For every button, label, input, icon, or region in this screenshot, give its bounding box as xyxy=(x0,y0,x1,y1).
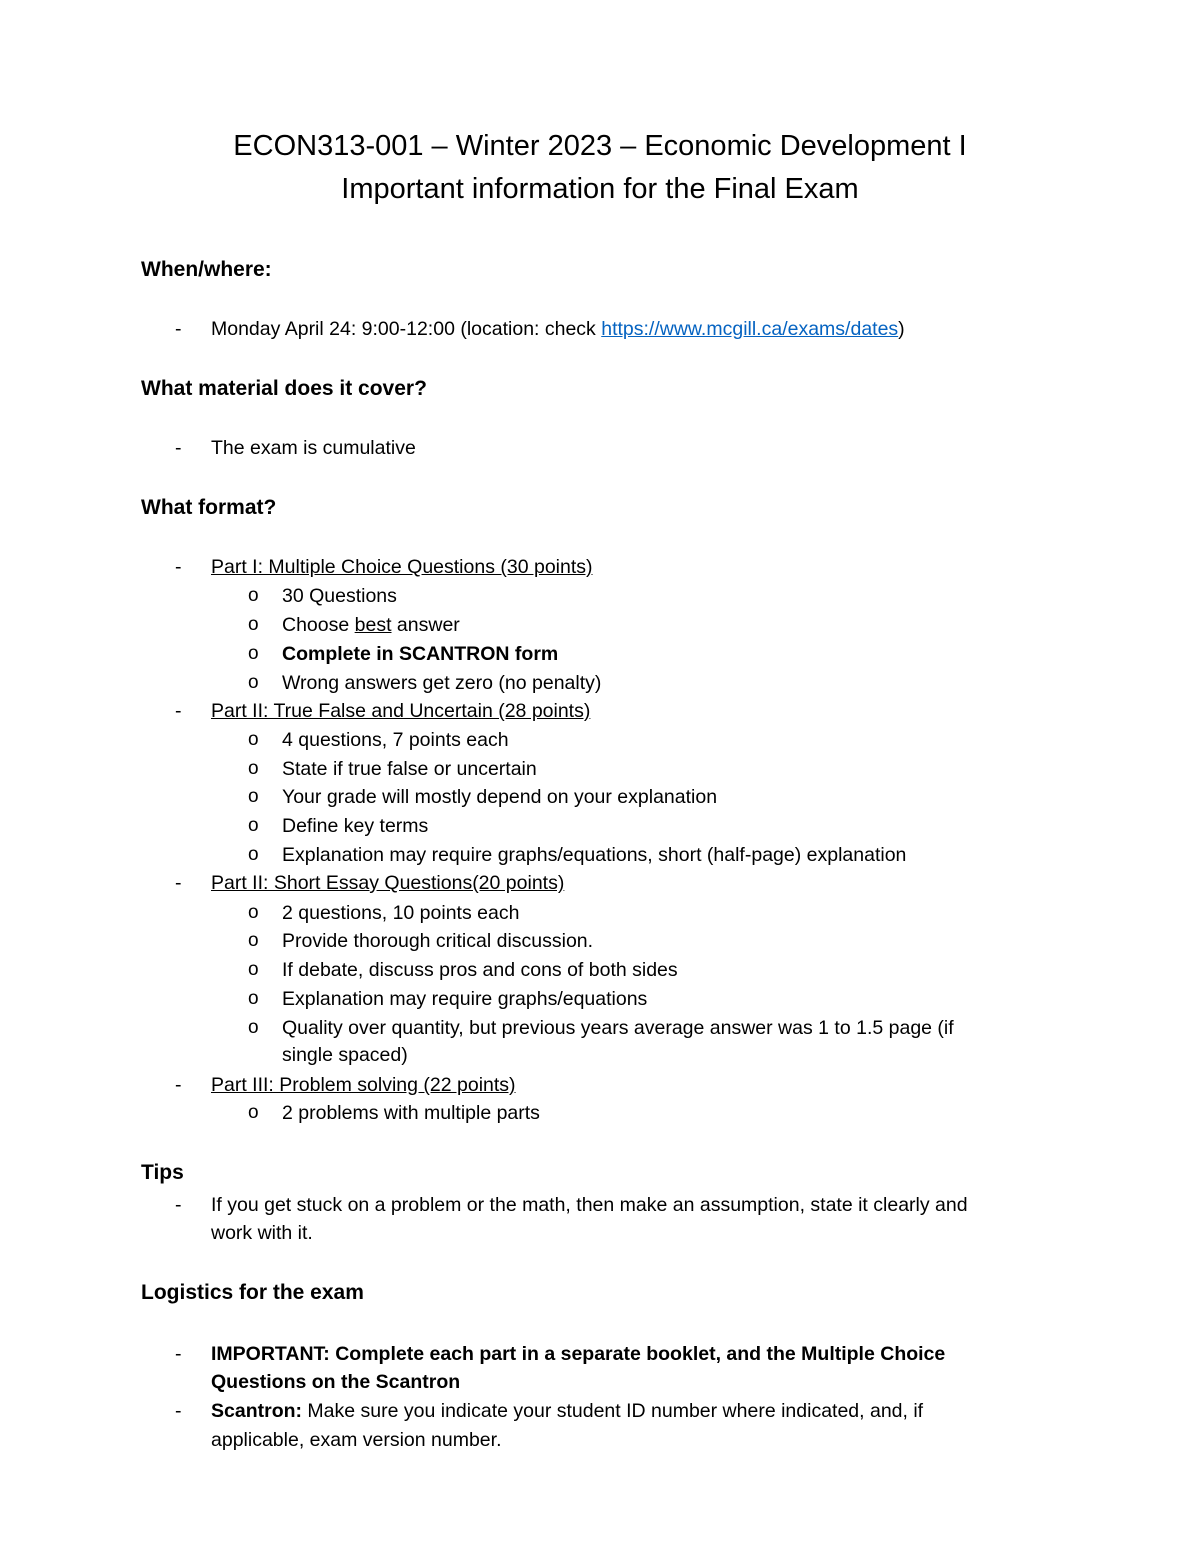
tips-item: If you get stuck on a problem or the math, then make an assumption, state it clearly and xyxy=(211,1194,968,1216)
part1-item-emphasis: best xyxy=(354,614,392,636)
heading-format: What format? xyxy=(141,496,277,519)
heading-logistics: Logistics for the exam xyxy=(141,1281,364,1304)
scantron-label: Scantron: xyxy=(211,1400,303,1422)
part2-title: Part II: True False and Uncertain (28 points) xyxy=(211,700,591,722)
part1-title: Part I: Multiple Choice Questions (30 points) xyxy=(211,556,593,578)
document-title: ECON313-001 – Winter 2023 – Economic Development I xyxy=(233,130,967,162)
when-item xyxy=(211,315,905,343)
part1-item: Complete in SCANTRON form xyxy=(282,643,559,665)
part1-item: 30 Questions xyxy=(282,585,397,607)
part3-item: If debate, discuss pros and cons of both sides xyxy=(282,959,678,981)
circle-bullet: o xyxy=(248,786,259,807)
document-subtitle: Important information for the Final Exam xyxy=(341,173,859,205)
circle-bullet: o xyxy=(248,758,259,779)
part2-item: Explanation may require graphs/equations, short (half-page) explanation xyxy=(282,844,907,866)
circle-bullet: o xyxy=(248,815,259,836)
circle-bullet: o xyxy=(248,930,259,951)
part3-item: 2 questions, 10 points each xyxy=(282,902,520,924)
circle-bullet: o xyxy=(248,585,259,606)
logistics-item-scantron xyxy=(211,1397,923,1425)
tips-item-continued: work with it. xyxy=(211,1222,313,1244)
circle-bullet: o xyxy=(248,902,259,923)
circle-bullet: o xyxy=(248,988,259,1009)
dash-bullet: - xyxy=(175,700,182,722)
part3-item: Provide thorough critical discussion. xyxy=(282,930,594,952)
circle-bullet: o xyxy=(248,614,259,635)
logistics-item-important: IMPORTANT: Complete each part in a separate booklet, and the Multiple Choice xyxy=(211,1343,946,1365)
part1-item-text: answer xyxy=(391,614,460,636)
part3-title: Part II: Short Essay Questions(20 points) xyxy=(211,872,565,894)
circle-bullet: o xyxy=(248,672,259,693)
circle-bullet: o xyxy=(248,844,259,865)
part2-item: State if true false or uncertain xyxy=(282,758,537,780)
part4-item: 2 problems with multiple parts xyxy=(282,1102,540,1124)
dash-bullet: - xyxy=(175,1194,182,1216)
part1-item-text: Choose xyxy=(282,614,355,636)
dash-bullet: - xyxy=(175,318,182,340)
dash-bullet: - xyxy=(175,1074,182,1096)
part3-item: Quality over quantity, but previous years average answer was 1 to 1.5 page (if xyxy=(282,1017,954,1039)
part1-item: Wrong answers get zero (no penalty) xyxy=(282,672,602,694)
circle-bullet: o xyxy=(248,729,259,750)
circle-bullet: o xyxy=(248,959,259,980)
part2-item: 4 questions, 7 points each xyxy=(282,729,509,751)
heading-when-where: When/where: xyxy=(141,258,272,281)
scantron-text: Make sure you indicate your student ID number where indicated, and, if xyxy=(302,1400,924,1422)
heading-material: What material does it cover? xyxy=(141,377,427,400)
circle-bullet: o xyxy=(248,643,259,664)
logistics-item-important-continued: Questions on the Scantron xyxy=(211,1371,461,1393)
circle-bullet: o xyxy=(248,1102,259,1123)
dash-bullet: - xyxy=(175,1400,182,1422)
dash-bullet: - xyxy=(175,1343,182,1365)
part2-item: Your grade will mostly depend on your explanation xyxy=(282,786,718,808)
part2-item: Define key terms xyxy=(282,815,429,837)
when-text: Monday April 24: 9:00-12:00 (location: check xyxy=(211,318,602,340)
when-close: ) xyxy=(898,318,905,340)
dash-bullet: - xyxy=(175,437,182,459)
logistics-item-scantron-continued: applicable, exam version number. xyxy=(211,1429,502,1451)
dash-bullet: - xyxy=(175,556,182,578)
dash-bullet: - xyxy=(175,872,182,894)
exam-dates-link[interactable]: https://www.mcgill.ca/exams/dates xyxy=(601,318,899,340)
part3-item: Explanation may require graphs/equations xyxy=(282,988,648,1010)
circle-bullet: o xyxy=(248,1017,259,1038)
heading-tips: Tips xyxy=(141,1161,184,1184)
part4-title: Part III: Problem solving (22 points) xyxy=(211,1074,516,1096)
part3-item-continued: single spaced) xyxy=(282,1044,408,1066)
material-item: The exam is cumulative xyxy=(211,437,416,459)
part1-item xyxy=(282,611,460,639)
